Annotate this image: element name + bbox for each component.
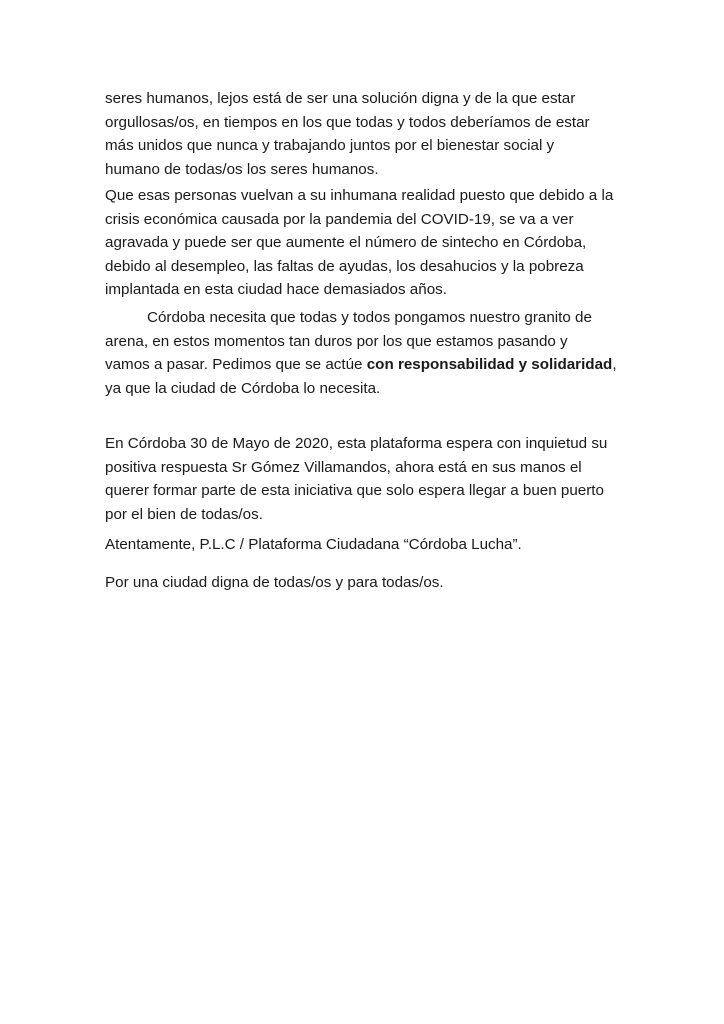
paragraph-date-request [105,432,625,526]
text-line: Atentamente, P.L.C / Plataforma Ciudadana “Córdoba Lucha”. [105,536,522,553]
text-line: más unidos que nunca y trabajando juntos por el bienestar social y [105,137,555,154]
text-line-with-emphasis [105,353,625,377]
paragraph-crisis [105,184,625,302]
text-line: crisis económica causada por la pandemia del COVID-19, se va a ver [105,210,574,228]
text-line: humano de todas/os los seres humanos. [105,160,379,178]
text-line: implantada en esta ciudad hace demasiados años. [105,281,447,298]
text-line: ya que la ciudad de Córdoba lo necesita. [105,379,381,397]
text-segment: vamos a pasar. Pedimos que se actúe [105,356,367,373]
text-segment: , [612,356,617,373]
closing-motto [105,571,625,595]
text-line: positiva respuesta Sr Gómez Villamandos, ahora está en sus manos el [105,458,582,476]
text-line: agravada y puede ser que aumente el número de sintecho en Córdoba, [105,234,587,251]
text-line: debido al desempleo, las faltas de ayudas, los desahucios y la pobreza [105,257,584,275]
text-line: arena, en estos momentos tan duros por los que estamos pasando y [105,332,568,350]
text-line: En Córdoba 30 de Mayo de 2020, esta plataforma espera con inquietud su [105,435,608,452]
text-line: seres humanos, lejos está de ser una solución digna y de la que estar [105,90,576,107]
text-line: Que esas personas vuelvan a su inhumana realidad puesto que debido a la [105,187,614,204]
paragraph-continuation [105,87,625,181]
text-line: orgullosas/os, en tiempos en los que todas y todos deberíamos de estar [105,113,590,131]
text-line: Córdoba necesita que todas y todos pongamos nuestro granito de [147,309,592,326]
text-line: Por una ciudad digna de todas/os y para todas/os. [105,574,444,591]
bold-emphasis: con responsabilidad y solidaridad [366,356,613,373]
paragraph-appeal [105,306,625,400]
closing-signature [105,533,625,557]
text-line: por el bien de todas/os. [105,505,263,523]
text-line: querer formar parte de esta iniciativa que solo espera llegar a buen puerto [105,482,604,499]
